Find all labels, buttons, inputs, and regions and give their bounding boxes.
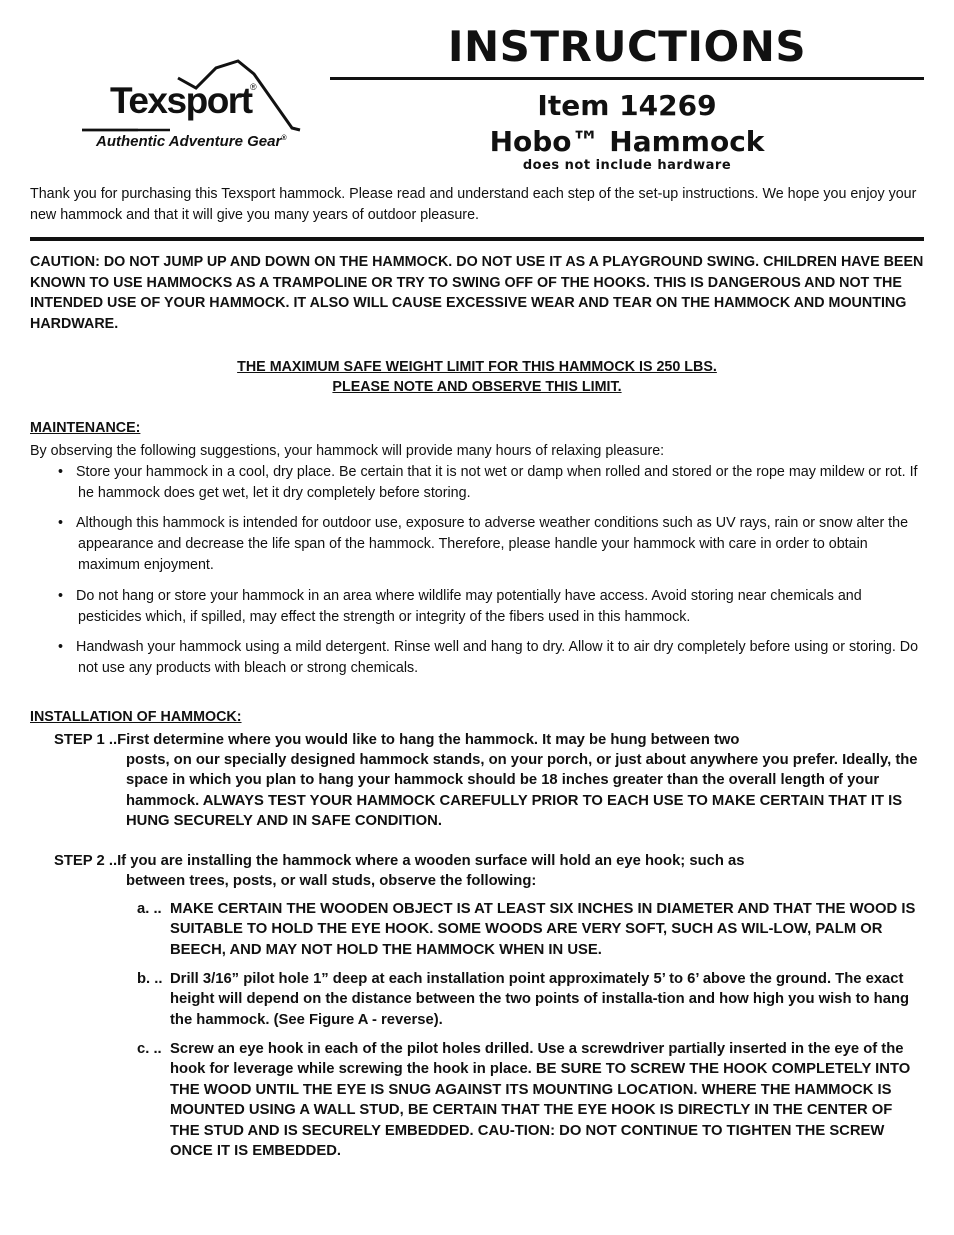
weight-limit-line-2: PLEASE NOTE AND OBSERVE THIS LIMIT. (332, 379, 622, 395)
tagline-registered-mark: ® (281, 135, 287, 142)
title-divider (330, 77, 924, 80)
step-2-label: STEP 2 .. (54, 853, 118, 869)
step-2 (0, 851, 954, 895)
step-1 (0, 730, 954, 834)
list-item (58, 637, 924, 679)
step-2-text: between trees, posts, or wall studs, observe the following: (126, 873, 537, 889)
bullet-icon: • (58, 639, 64, 655)
step-2a-label: a. .. (137, 901, 162, 917)
weight-limit-notice (30, 357, 924, 397)
section-divider (30, 237, 924, 241)
maintenance-intro: By observing the following suggestions, your hammock will provide many hours of relaxing pleasure: (30, 443, 665, 459)
bullet-icon: • (58, 464, 64, 480)
intro-paragraph: Thank you for purchasing this Texsport hammock. Please read and understand each step of the set-up instructions. We hope you enjoy your new hammock and that it will give you many years of outdoor pleasure. (30, 186, 917, 223)
step-1-first-text: First determine where you would like to hang the hammock. It may be hung between two (117, 732, 740, 748)
step-2b-text: Drill 3/16” pilot hole 1” deep at each installation point approximately 5’ to 6’ above the ground. The exact height will depend on the distance between the two points of installa-tion and how high you wish to hang the hammock. (See Figure A - reverse). (170, 971, 910, 1028)
texsport-logo (78, 58, 310, 158)
bullet-icon: • (58, 588, 64, 604)
item-number: Item 14269 (537, 89, 717, 122)
caution-paragraph: CAUTION: DO NOT JUMP UP AND DOWN ON THE HAMMOCK. DO NOT USE IT AS A PLAYGROUND SWING. CHILDREN HAVE BEEN KNOWN TO USE HAMMOCKS AS A TRAMPOLINE OR TRY TO SWING OFF OF THE HOOKS. THIS IS DANGEROUS AND NOT THE INTENDED USE OF YOUR HAMMOCK. IT ALSO WILL CAUSE EXCESSIVE WEAR AND TEAR ON THE HAMMOCK AND MOUNTING HARDWARE. (30, 254, 924, 332)
installation-heading: INSTALLATION OF HAMMOCK: (30, 709, 242, 725)
tagline-text: Authentic Adventure Gear (96, 133, 282, 150)
step-2a-text: MAKE CERTAIN THE WOODEN OBJECT IS AT LEAST SIX INCHES IN DIAMETER AND THAT THE WOOD IS SUITABLE TO HOLD THE EYE HOOK. SOME WOODS ARE VERY SOFT, SUCH AS WIL-LOW, PALM OR BEECH, AND MAY NOT HOLD THE HAMMOCK WHEN IN USE. (170, 901, 916, 958)
step-2c (0, 1039, 954, 1167)
weight-limit-line-1: THE MAXIMUM SAFE WEIGHT LIMIT FOR THIS HAMMOCK IS 250 LBS. (237, 359, 717, 375)
step-1-label: STEP 1 .. (54, 732, 118, 748)
step-1-text: posts, on our specially designed hammock stands, on your porch, or just about anywhere you prefer. Ideally, the space in which you plan to hang your hammock should be 18 inches greater than the overall length of your hammock. ALWAYS TEST YOUR HAMMOCK CAREFULLY PRIOR TO EACH USE TO MAKE CERTAIN THAT IT IS HUNG SECURELY AND IN SAFE CONDITION. (126, 752, 918, 830)
step-2c-label: c. .. (137, 1041, 162, 1057)
registered-mark: ® (250, 82, 257, 92)
maintenance-item-4: Handwash your hammock using a mild detergent. Rinse well and hang to dry. Allow it to air dry completely before using or storing. Do not use any products with bleach or strong chemicals. (76, 639, 919, 676)
list-item (58, 513, 924, 576)
maintenance-item-3: Do not hang or store your hammock in an area where wildlife may potentially have access. Avoid storing near chemicals and pesticides which, if spilled, may effect the strength or integrity of the fibers used in this hammock. (76, 588, 862, 625)
maintenance-heading: MAINTENANCE: (30, 420, 141, 436)
maintenance-item-1: Store your hammock in a cool, dry place. Be certain that it is not wet or damp when rolled and stored or the rope may mildew or rot. If he hammock does get wet, let it dry completely before storing. (76, 464, 918, 501)
product-name: Hobo™ Hammock (489, 125, 765, 158)
list-item (58, 462, 924, 504)
step-2b (0, 969, 954, 1033)
step-1-first-line (54, 730, 926, 750)
list-item (58, 586, 924, 628)
step-2b-label: b. .. (137, 971, 163, 987)
maintenance-item-2: Although this hammock is intended for outdoor use, exposure to adverse weather conditions such as UV rays, rain or snow alter the appearance and decrease the life span of the hammock. Therefore, please handle your hammock with care in order to obtain maximum enjoyment. (76, 515, 909, 573)
brand-name: Texsport (110, 80, 252, 121)
brand-tagline (96, 133, 286, 150)
step-2a (0, 899, 954, 963)
step-2-first-line (54, 851, 926, 871)
bullet-icon: • (58, 515, 64, 531)
hardware-note: does not include hardware (522, 158, 732, 173)
step-2c-text: Screw an eye hook in each of the pilot holes drilled. Use a screwdriver partially inserted in the eye of the hook for leverage while screwing the hook in place. BE SURE TO SCREW THE HOOK COMPLETELY INTO THE WOOD UNTIL THE EYE IS SNUG AGAINST ITS MOUNTING LOCATION. WHERE THE HAMMOCK IS MOUNTED USING A WALL STUD, BE CERTAIN THAT THE EYE HOOK IS DIRECTLY IN THE CENTER OF THE STUD AND IS SECURELY EMBEDDED. CAU-TION: DO NOT CONTINUE TO TIGHTEN THE SCREW ONCE IT IS EMBEDDED. (170, 1041, 911, 1160)
step-2-first-text: If you are installing the hammock where a wooden surface will hold an eye hook; such as (117, 853, 745, 869)
page-title: INSTRUCTIONS (447, 22, 807, 71)
